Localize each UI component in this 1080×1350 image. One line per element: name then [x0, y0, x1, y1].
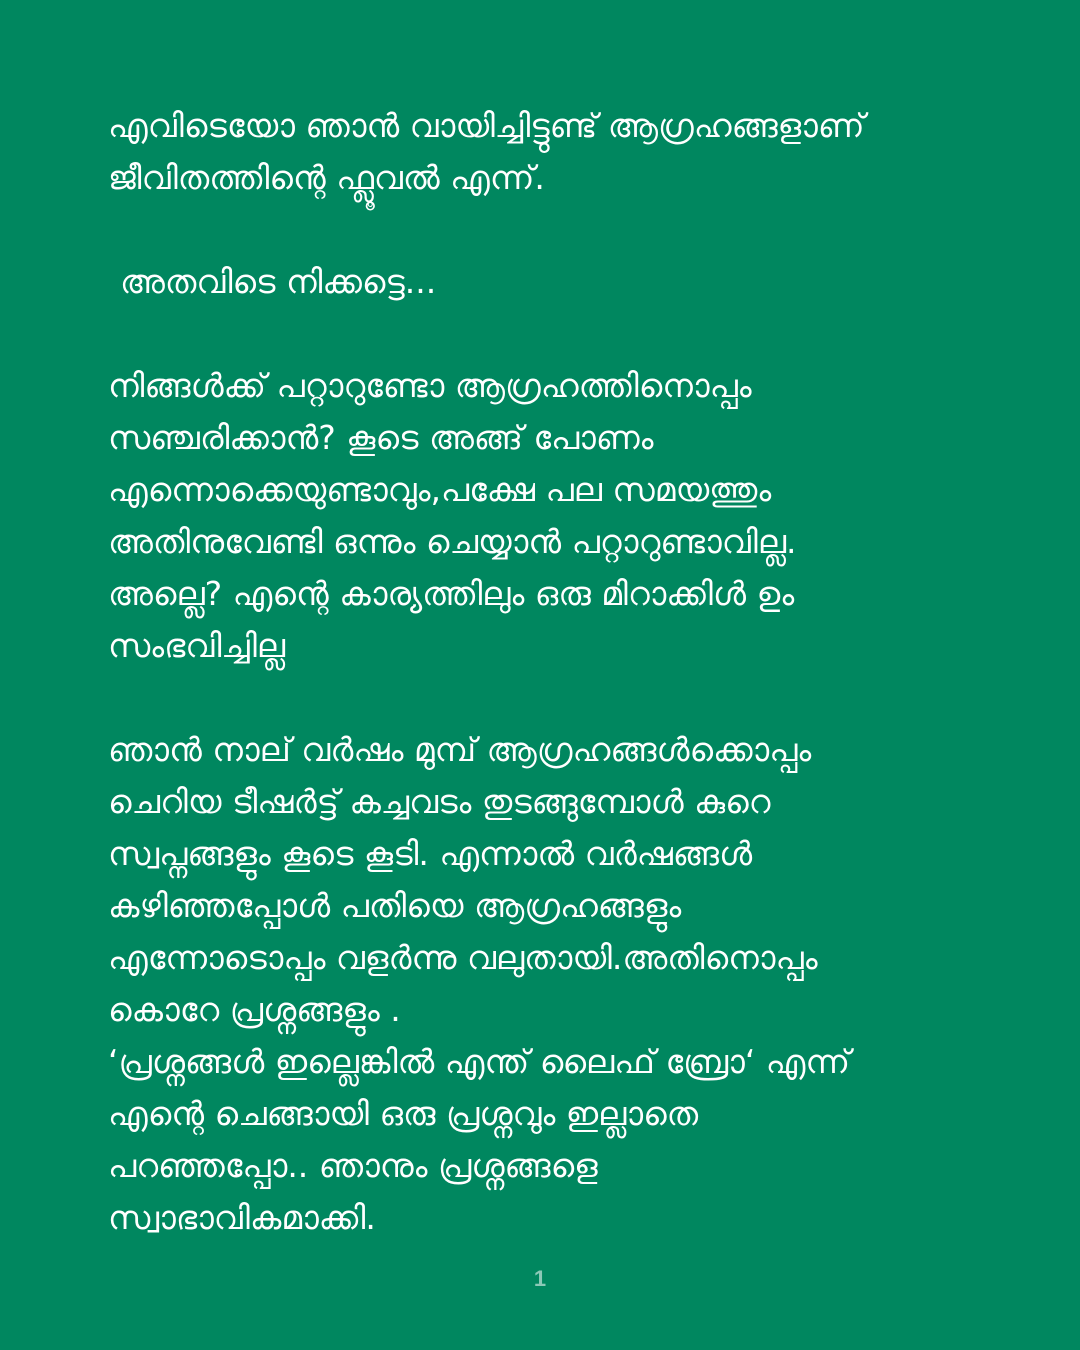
text-line: ‘പ്രശ്നങ്ങൾ ഇല്ലെങ്കിൽ എന്ത് ലൈഫ് ബ്രോ‘ എന്ന് [108, 1042, 851, 1081]
text-line: നിങ്ങൾക്ക് പറ്റാറുണ്ടോ ആഗ്രഹത്തിനൊപ്പം [108, 366, 752, 405]
text-line: എവിടെയോ ഞാൻ വായിച്ചിട്ടുണ്ട് ആഗ്രഹങ്ങളാണ് [108, 106, 865, 145]
text-line: ജീവിതത്തിന്റെ ഫ്ലൂവൽ എന്ന്. [108, 158, 545, 197]
text-line: അല്ലെ? എന്റെ കാര്യത്തിലും ഒരു മിറാക്കിൾ ഉം [108, 574, 795, 613]
text-line: ചെറിയ ടീഷർട്ട് കച്ചവടം തുടങ്ങുമ്പോൾ കുറെ [108, 782, 771, 821]
text-line: അതിനുവേണ്ടി ഒന്നും ചെയ്യാൻ പറ്റാറുണ്ടാവില്ല. [108, 522, 797, 561]
text-line: എന്നോടൊപ്പം വളർന്നു വലുതായി.അതിനൊപ്പം [108, 938, 818, 977]
text-line: കൊറേ പ്രശ്നങ്ങളും . [108, 990, 401, 1029]
text-line: സ്വപ്നങ്ങളും കൂടെ കൂടി. എന്നാൽ വർഷങ്ങൾ [108, 834, 753, 873]
text-line: എന്നൊക്കെയുണ്ടാവും,പക്ഷേ പല സമയത്തും [108, 470, 772, 509]
page-number: 1 [533, 1266, 547, 1291]
text-line: സ്വാഭാവികമാക്കി. [108, 1198, 376, 1237]
body-text [108, 100, 988, 1244]
paragraph-gap [108, 672, 988, 724]
text-line: പറഞ്ഞപ്പോ.. ഞാനും പ്രശ്നങ്ങളെ [108, 1146, 598, 1185]
text-line: എന്റെ ചെങ്ങായി ഒരു പ്രശ്നവും ഇല്ലാതെ [108, 1094, 699, 1133]
text-line: സഞ്ചരിക്കാൻ? കൂടെ അങ്ങ് പോണം [108, 418, 654, 457]
text-line: സംഭവിച്ചില്ല [108, 626, 286, 665]
text-line: അതവിടെ നിക്കട്ടെ... [120, 262, 437, 301]
paragraph-gap [108, 204, 988, 256]
text-line: കഴിഞ്ഞപ്പോൾ പതിയെ ആഗ്രഹങ്ങളും [108, 886, 682, 925]
paragraph-gap [108, 308, 988, 360]
text-line: ഞാൻ നാല് വർഷം മുമ്പ് ആഗ്രഹങ്ങൾക്കൊപ്പം [108, 730, 812, 769]
